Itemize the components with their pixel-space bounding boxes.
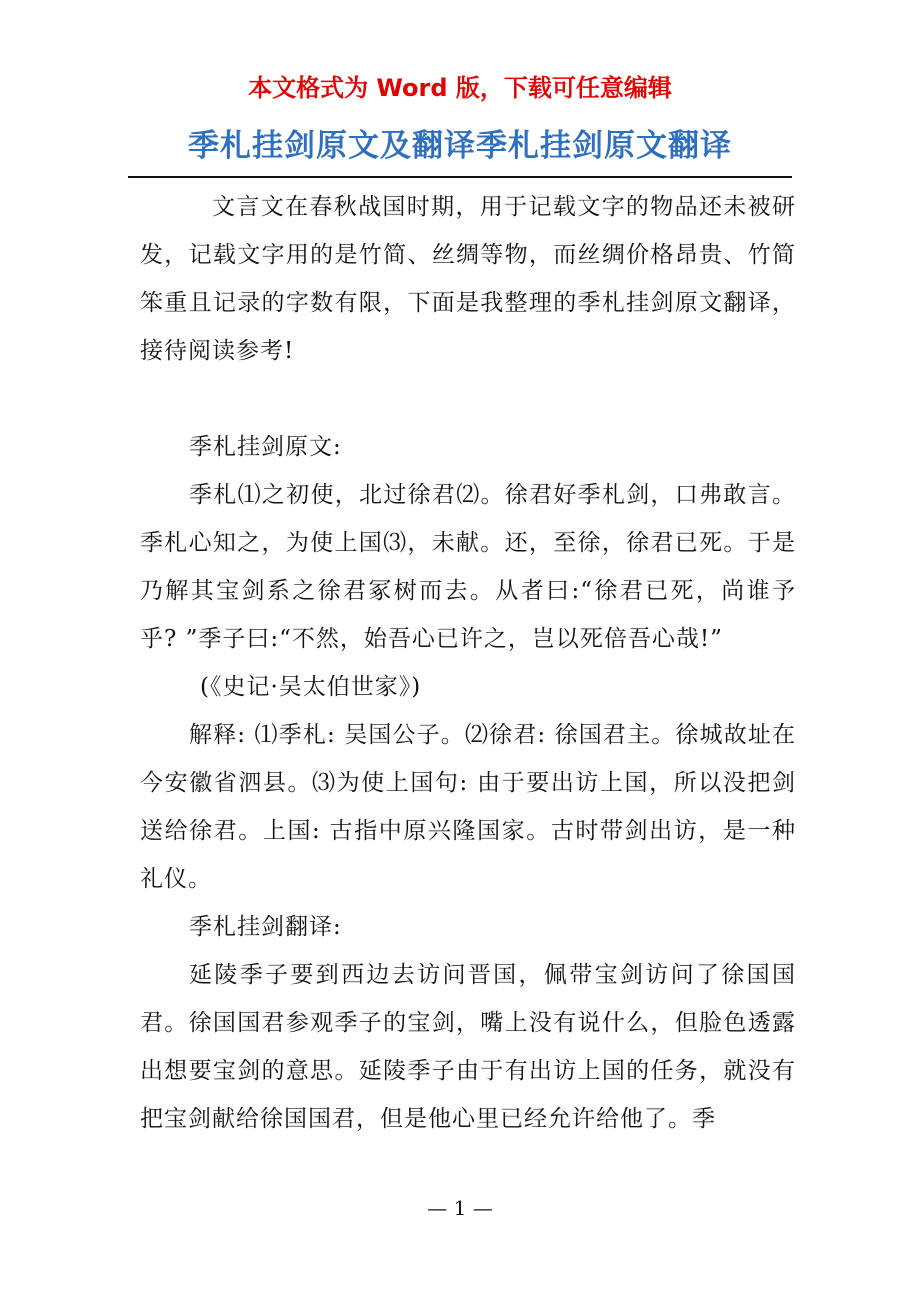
translation-heading: 季札挂剑翻译: [189, 914, 342, 940]
notes-paragraph: 解释: ⑴季札: 吴国公子。⑵徐君: 徐国君主。徐城故址在今安徽省泗县。⑶为使上国句: 由于要出访上国，所以没把剑送给徐君。上国: 古指中原兴隆国家。古时带剑出访，是一种礼仪。 [140, 722, 796, 892]
source-citation: (《史记·吴太伯世家》) [200, 674, 422, 700]
document-title: 季札挂剑原文及翻译季札挂剑原文翻译 [188, 128, 732, 164]
translation-paragraph: 延陵季子要到西边去访问晋国，佩带宝剑访问了徐国国君。徐国国君参观季子的宝剑，嘴上没有说什么，但脸色透露出想要宝剑的意思。延陵季子由于有出访上国的任务，就没有把宝剑献给徐国国君，但是他心里已经允许给他了。季 [140, 962, 796, 1132]
title-divider [128, 176, 792, 178]
page-number: — 1 — [427, 1196, 493, 1220]
original-text-paragraph: 季札⑴之初使，北过徐君⑵。徐君好季札剑，口弗敢言。季札心知之，为使上国⑶，未献。还，至徐，徐君已死。于是乃解其宝剑系之徐君冢树而去。从者曰:“徐君已死，尚谁予乎? ”季子曰:“不然，始吾心已许之，岂以死倍吾心哉!” [140, 482, 796, 652]
intro-paragraph: 文言文在春秋战国时期，用于记载文字的物品还未被研发，记载文字用的是竹简、丝绸等物，而丝绸价格昂贵、竹简笨重且记录的字数有限，下面是我整理的季札挂剑原文翻译，接待阅读参考! [140, 194, 796, 364]
original-heading: 季札挂剑原文: [189, 434, 342, 460]
paragraph-gap [140, 375, 796, 423]
format-notice: 本文格式为 Word 版，下载可任意编辑 [248, 74, 672, 102]
document-body [140, 183, 796, 1143]
